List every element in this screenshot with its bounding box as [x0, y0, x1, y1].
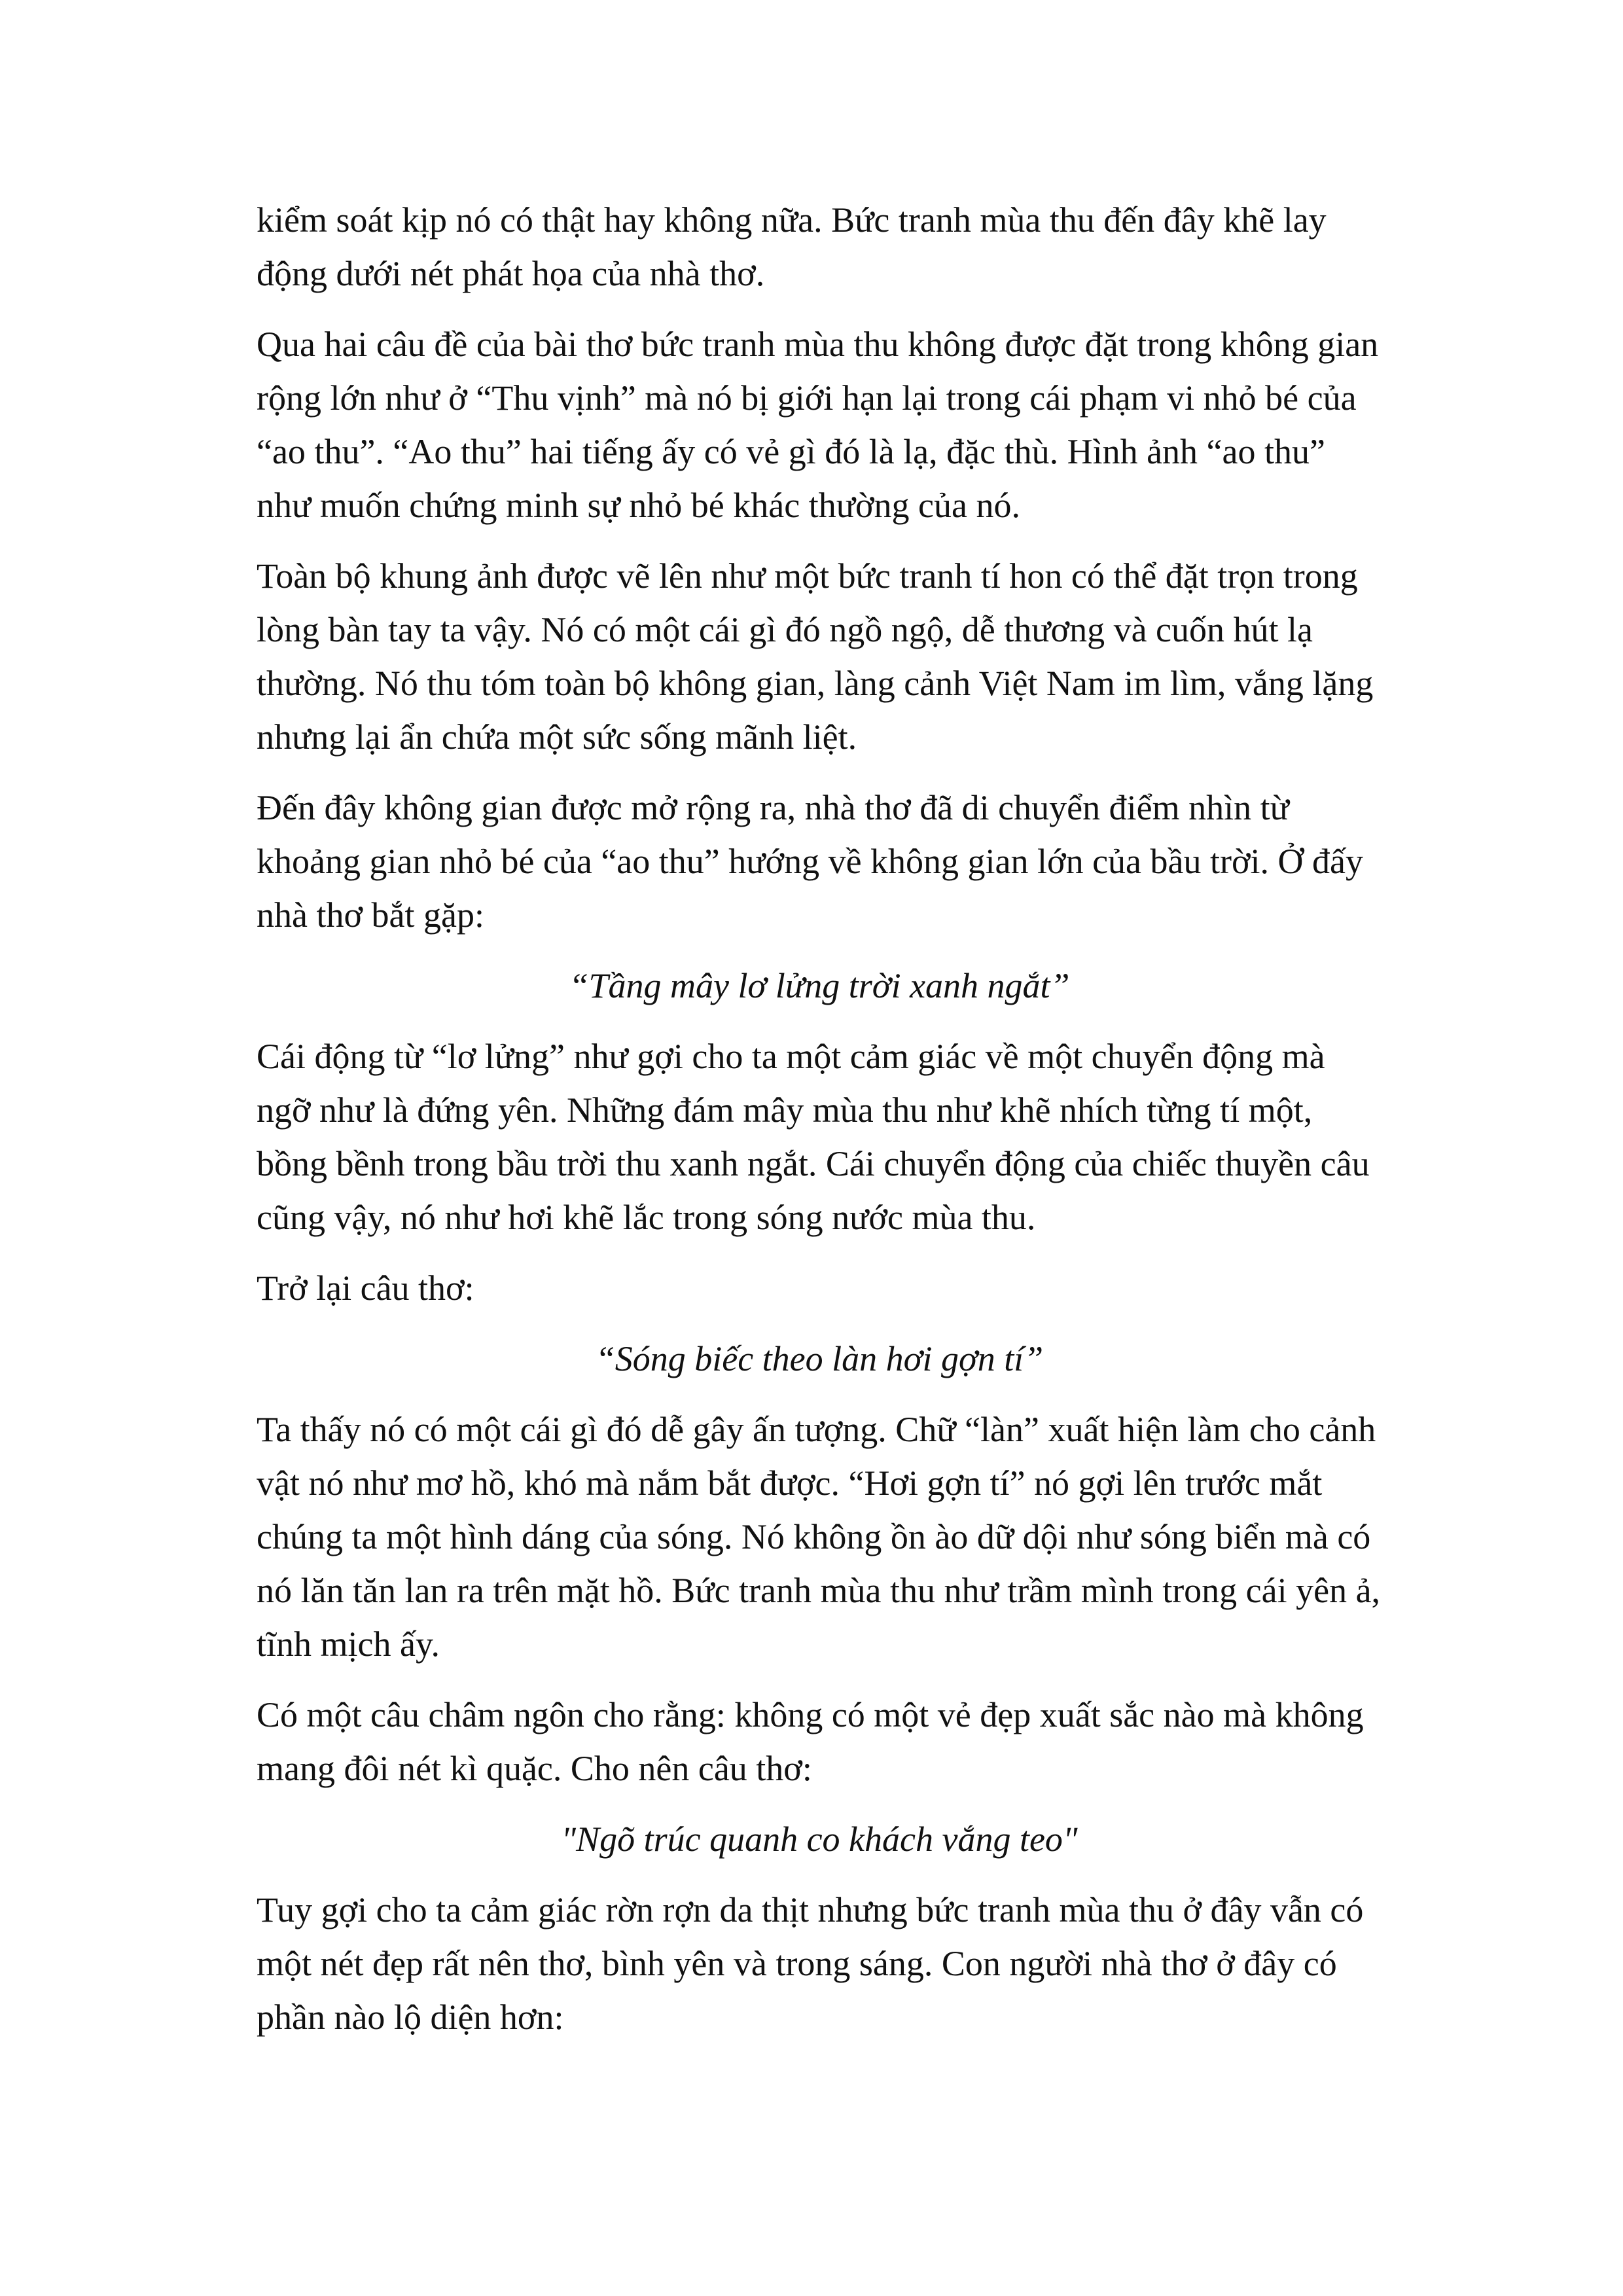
paragraph: Đến đây không gian được mở rộng ra, nhà thơ đã di chuyển điểm nhìn từ khoảng gian nhỏ bé của “ao thu” hướng về không gian lớn của bầu trời. Ở đấy nhà thơ bắt gặp: [257, 788, 1363, 935]
poem-quote: "Ngõ trúc quanh co khách vắng teo" [561, 1820, 1078, 1859]
paragraph: Cái động từ “lơ lửng” như gợi cho ta một cảm giác về một chuyển động mà ngỡ như là đứng yên. Những đám mây mùa thu như khẽ nhích từng tí một, bồng bềnh trong bầu trời thu xanh ngắt. Cái chuyển động của chiếc thuyền câu cũng vậy, nó như hơi khẽ lắc trong sóng nước mùa thu. [257, 1037, 1370, 1237]
paragraph: kiểm soát kịp nó có thật hay không nữa. Bức tranh mùa thu đến đây khẽ lay động dưới nét phát họa của nhà thơ. [257, 200, 1327, 293]
document-body [257, 193, 1382, 2061]
paragraph: Trở lại câu thơ: [257, 1268, 474, 1308]
poem-quote: “Sóng biếc theo làn hơi gợn tí” [595, 1339, 1044, 1378]
paragraph: Toàn bộ khung ảnh được vẽ lên như một bức tranh tí hon có thể đặt trọn trong lòng bàn tay ta vậy. Nó có một cái gì đó ngồ ngộ, dễ thương và cuốn hút lạ thường. Nó thu tóm toàn bộ không gian, làng cảnh Việt Nam im lìm, vắng lặng nhưng lại ẩn chứa một sức sống mãnh liệt. [257, 556, 1374, 757]
paragraph: Qua hai câu đề của bài thơ bức tranh mùa thu không được đặt trong không gian rộng lớn như ở “Thu vịnh” mà nó bị giới hạn lại trong cái phạm vi nhỏ bé của “ao thu”. “Ao thu” hai tiếng ấy có vẻ gì đó là lạ, đặc thù. Hình ảnh “ao thu” như muốn chứng minh sự nhỏ bé khác thường của nó. [257, 325, 1379, 525]
paragraph: Tuy gợi cho ta cảm giác rờn rợn da thịt nhưng bức tranh mùa thu ở đây vẫn có một nét đẹp rất nên thơ, bình yên và trong sáng. Con người nhà thơ ở đây có phần nào lộ diện hơn: [257, 1890, 1364, 2037]
poem-quote: “Tầng mây lơ lửng trời xanh ngắt” [569, 966, 1070, 1005]
paragraph: Có một câu châm ngôn cho rằng: không có một vẻ đẹp xuất sắc nào mà không mang đôi nét kì quặc. Cho nên câu thơ: [257, 1695, 1364, 1788]
paragraph: Ta thấy nó có một cái gì đó dễ gây ấn tượng. Chữ “làn” xuất hiện làm cho cảnh vật nó như mơ hồ, khó mà nắm bắt được. “Hơi gợn tí” nó gợi lên trước mắt chúng ta một hình dáng của sóng. Nó không ồn ào dữ dội như sóng biển mà có nó lăn tăn lan ra trên mặt hồ. Bức tranh mùa thu như trầm mình trong cái yên ả, tĩnh mịch ấy. [257, 1410, 1381, 1664]
